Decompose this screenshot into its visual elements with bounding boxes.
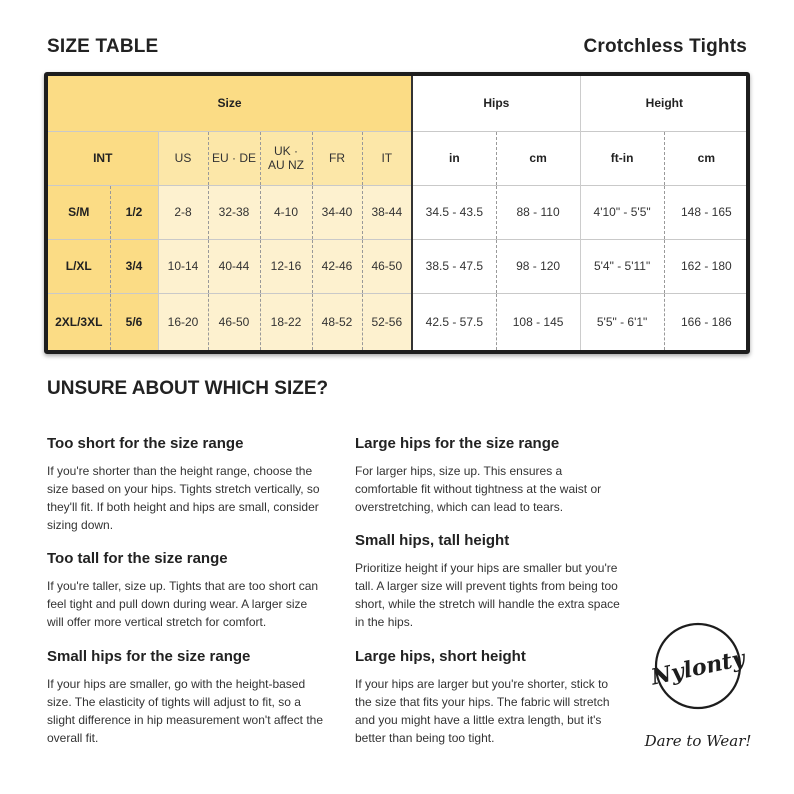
col-int: INT — [48, 131, 158, 185]
cell-fr: 48-52 — [312, 293, 362, 350]
cell-hips-in: 38.5 - 47.5 — [412, 239, 496, 293]
cell-height-cm: 148 - 165 — [664, 185, 748, 239]
column-header-row — [48, 131, 748, 185]
cell-it: 52-56 — [362, 293, 412, 350]
brand-tagline: Dare to Wear! — [644, 732, 752, 750]
section-heading: Large hips for the size range — [355, 435, 560, 452]
page-title: SIZE TABLE — [47, 36, 159, 57]
table-row — [48, 185, 748, 239]
cell-height-cm: 162 - 180 — [664, 239, 748, 293]
product-name: Crotchless Tights — [583, 36, 747, 57]
cell-eu: 32-38 — [208, 185, 260, 239]
cell-hips-cm: 88 - 110 — [496, 185, 580, 239]
guide-section — [47, 435, 327, 534]
col-uk: UK · AU NZ — [260, 131, 312, 185]
section-body: If your hips are smaller, go with the height-based size. The elasticity of tights will adjust to fit, so a slight difference in hip measurement won't affect the overall fit. — [47, 677, 324, 745]
table-row — [48, 293, 748, 350]
section-heading: Small hips for the size range — [47, 648, 251, 665]
cell-hips-in: 34.5 - 43.5 — [412, 185, 496, 239]
col-fr: FR — [312, 131, 362, 185]
cell-uk: 12-16 — [260, 239, 312, 293]
col-us: US — [158, 131, 208, 185]
cell-int: 2XL/3XL — [48, 293, 110, 350]
cell-us: 16-20 — [158, 293, 208, 350]
size-table — [44, 72, 750, 354]
cell-hips-cm: 108 - 145 — [496, 293, 580, 350]
section-body: If your hips are larger but you're shorter, stick to the size that fits your hips. The fabric will stretch and you might have a little extra length, but it's better than being too tight. — [355, 677, 610, 745]
section-heading: Too short for the size range — [47, 435, 244, 452]
hips-group-header: Hips — [412, 76, 580, 131]
section-body: If you're shorter than the height range, choose the size based on your hips. Tights stretch vertically, so they'll fit. If both height and hips are small, consider sizing down. — [47, 464, 320, 532]
cell-uk: 18-22 — [260, 293, 312, 350]
brand-logo — [640, 618, 756, 758]
height-group-header: Height — [580, 76, 748, 131]
cell-eu: 46-50 — [208, 293, 260, 350]
cell-fr: 34-40 — [312, 185, 362, 239]
table-row — [48, 239, 748, 293]
cell-it: 38-44 — [362, 185, 412, 239]
group-header-row — [48, 76, 748, 131]
brand-name: Nylonty — [648, 645, 748, 691]
cell-num: 3/4 — [110, 239, 158, 293]
cell-height-ftin: 4'10" - 5'5" — [580, 185, 664, 239]
cell-height-cm: 166 - 186 — [664, 293, 748, 350]
cell-height-ftin: 5'4" - 5'11" — [580, 239, 664, 293]
guide-section — [355, 532, 620, 631]
cell-hips-cm: 98 - 120 — [496, 239, 580, 293]
guide-section — [355, 435, 620, 516]
col-hips-cm: cm — [496, 131, 580, 185]
cell-us: 2-8 — [158, 185, 208, 239]
col-hips-in: in — [412, 131, 496, 185]
col-height-ftin: ft-in — [580, 131, 664, 185]
guide-section — [355, 648, 620, 747]
cell-int: S/M — [48, 185, 110, 239]
cell-num: 1/2 — [110, 185, 158, 239]
cell-it: 46-50 — [362, 239, 412, 293]
cell-num: 5/6 — [110, 293, 158, 350]
cell-eu: 40-44 — [208, 239, 260, 293]
size-group-header: Size — [48, 76, 412, 131]
col-it: IT — [362, 131, 412, 185]
cell-uk: 4-10 — [260, 185, 312, 239]
cell-us: 10-14 — [158, 239, 208, 293]
section-heading: Too tall for the size range — [47, 550, 228, 567]
col-height-cm: cm — [664, 131, 748, 185]
section-heading: Large hips, short height — [355, 648, 526, 665]
col-eu: EU · DE — [208, 131, 260, 185]
guide-title: UNSURE ABOUT WHICH SIZE? — [47, 378, 329, 399]
cell-hips-in: 42.5 - 57.5 — [412, 293, 496, 350]
section-body: If you're taller, size up. Tights that are too short can feel tight and pull down during wear. A larger size will offer more vertical stretch for comfort. — [47, 579, 319, 629]
cell-fr: 42-46 — [312, 239, 362, 293]
section-body: Prioritize height if your hips are smaller but you're tall. A larger size will prevent tights from being too short, while the stretch will handle the extra space in the hips. — [355, 561, 620, 629]
guide-section — [47, 550, 327, 631]
cell-height-ftin: 5'5" - 6'1" — [580, 293, 664, 350]
section-heading: Small hips, tall height — [355, 532, 510, 549]
guide-section — [47, 648, 327, 747]
section-body: For larger hips, size up. This ensures a comfortable fit without tightness at the waist or overstretching, which can lead to tears. — [355, 464, 602, 514]
cell-int: L/XL — [48, 239, 110, 293]
